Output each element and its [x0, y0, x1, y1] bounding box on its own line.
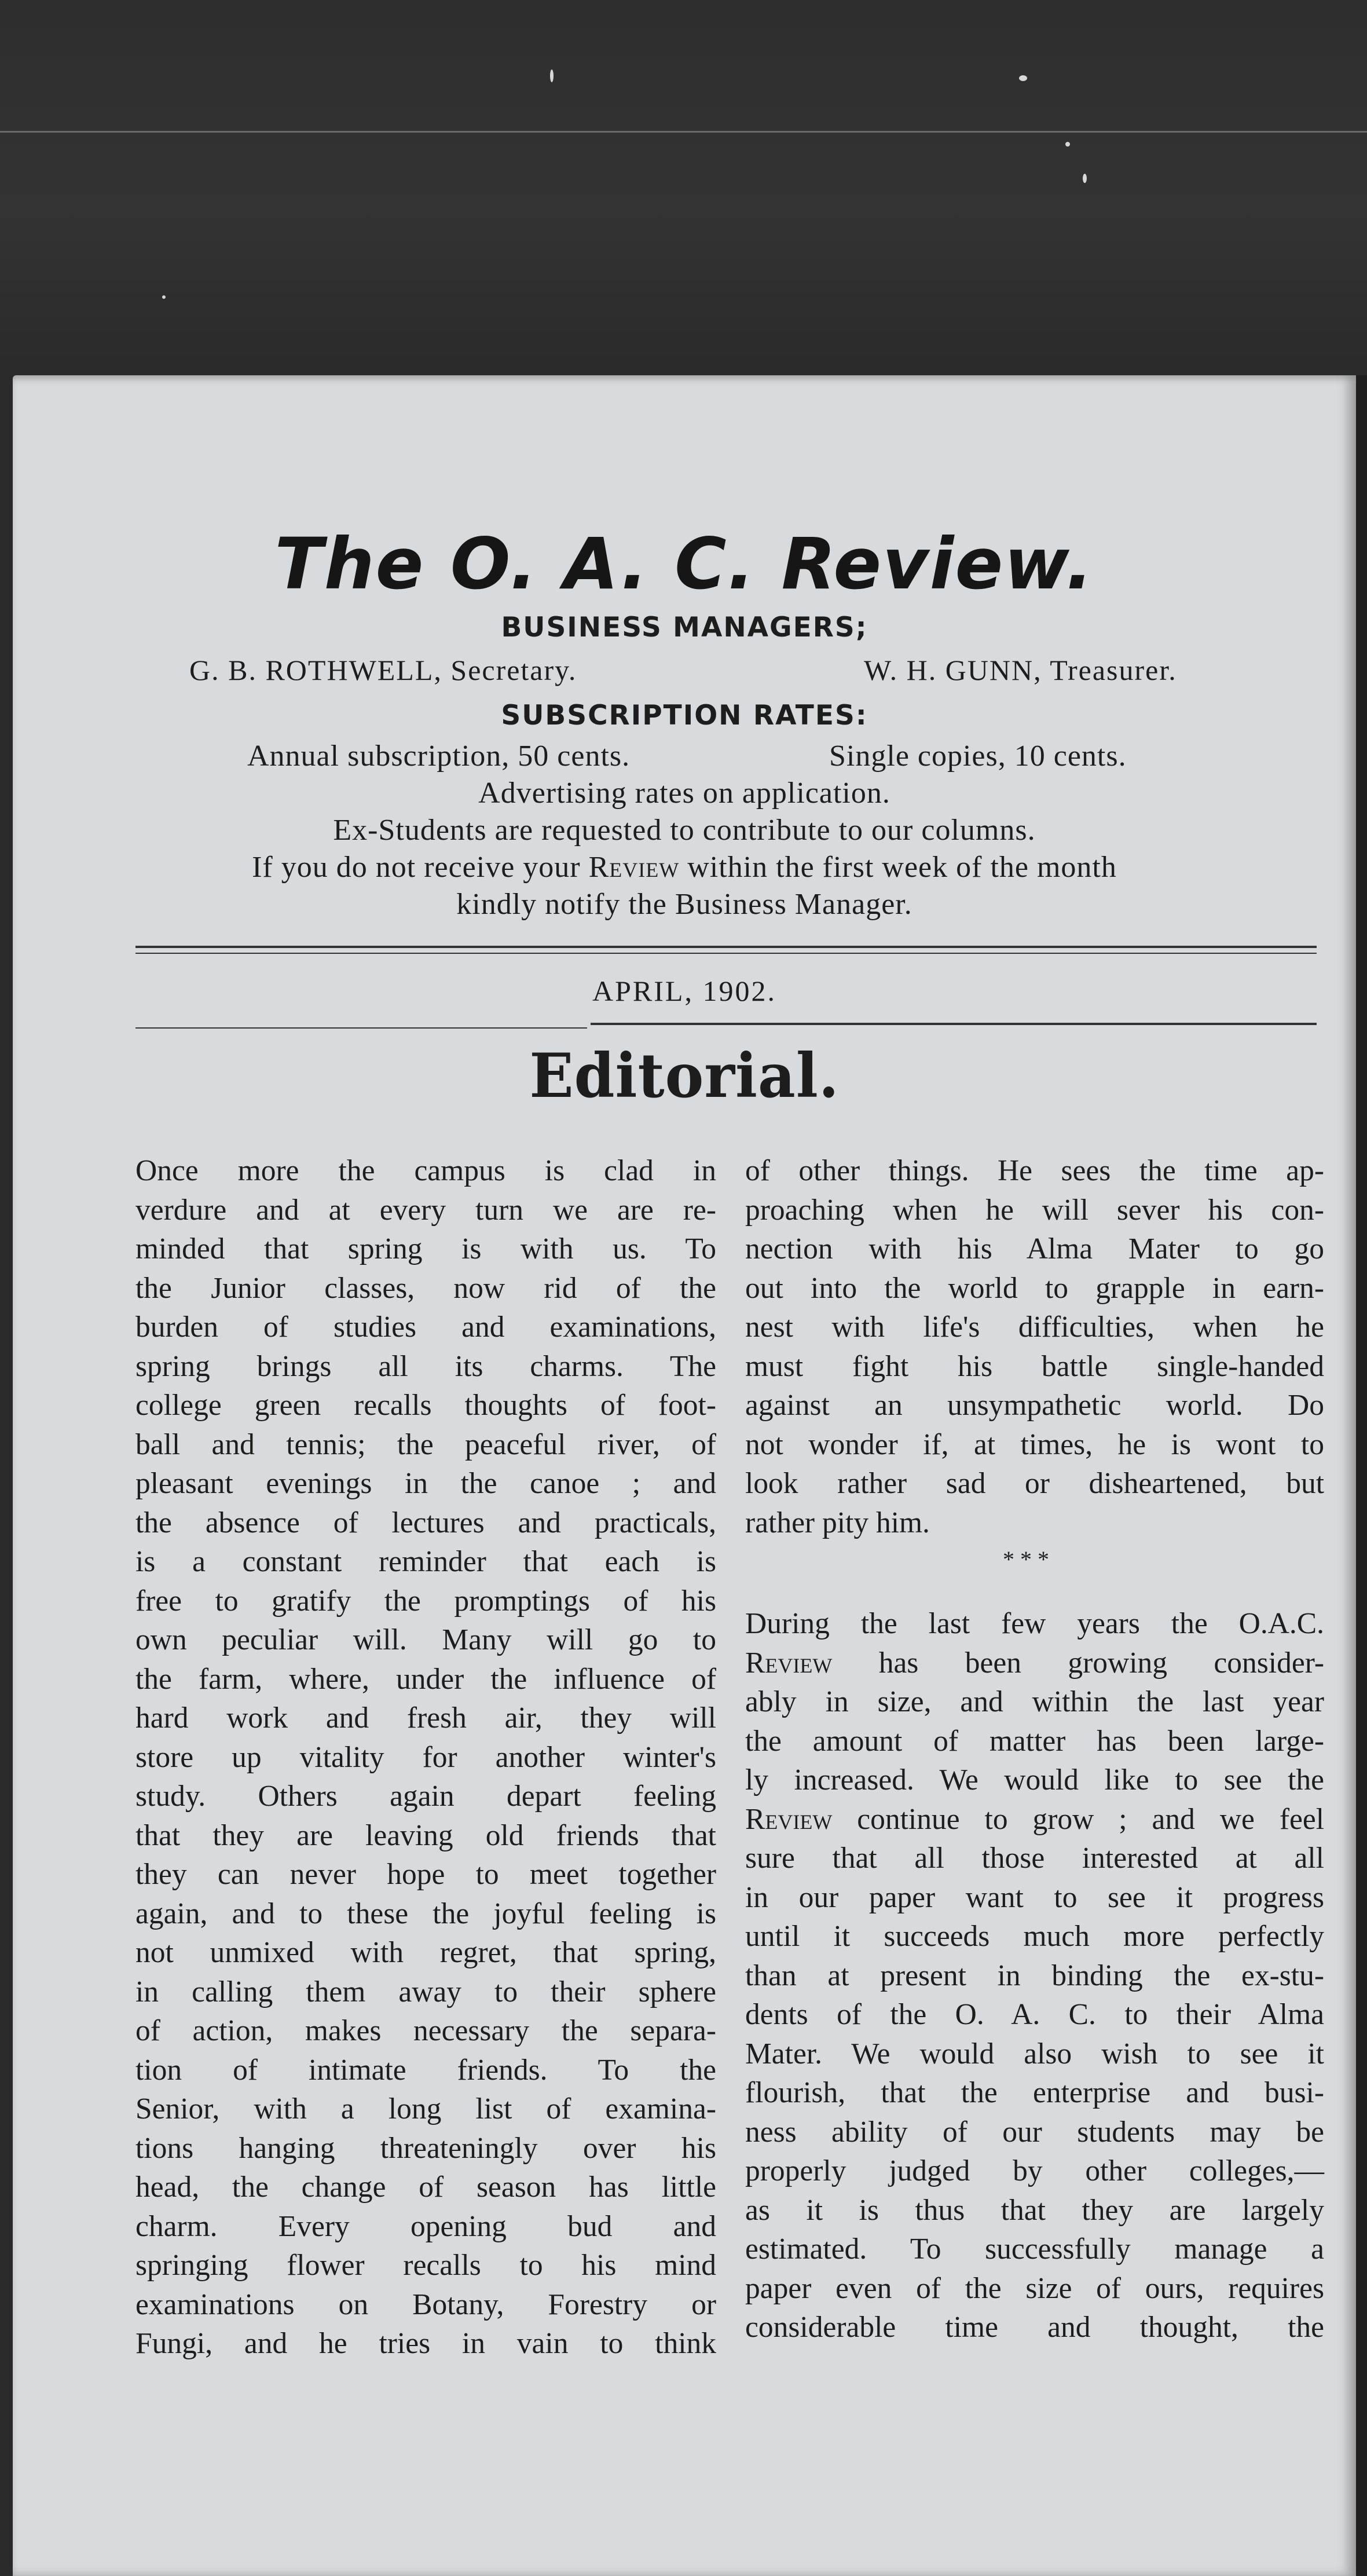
column-line: they can never hope to meet together	[135, 1858, 716, 1891]
column-line: again, and to these the joyful feeling is	[135, 1897, 716, 1930]
column-line-review: Review continue to grow ; and we feel	[745, 1802, 1324, 1836]
advertising-rates: Advertising rates on application.	[478, 777, 890, 810]
column-line: verdure and at every turn we are re-	[135, 1193, 716, 1227]
column-line: charm. Every opening bud and	[135, 2209, 716, 2243]
delivery-notice-line1	[13, 850, 1356, 884]
dust-speck	[1065, 142, 1070, 147]
column-line: Once more the campus is clad in	[135, 1154, 716, 1187]
scan-edge-line	[0, 131, 1367, 133]
notice-text: If you do not receive your	[252, 851, 581, 884]
column-line: the amount of matter has been large-	[745, 1724, 1324, 1758]
column-line: Senior, with a long list of examina-	[135, 2092, 716, 2125]
column-line: free to gratify the promptings of his	[135, 1584, 716, 1618]
delivery-notice-line2: kindly notify the Business Manager.	[456, 888, 912, 921]
column-line: not wonder if, at times, he is wont to	[745, 1428, 1324, 1461]
column-line: Mater. We would also wish to see it	[745, 2037, 1324, 2070]
editorial-right-column-part1	[745, 1151, 1324, 1542]
annual-subscription: Annual subscription, 50 cents.	[247, 740, 631, 773]
column-line: spring brings all its charms. The	[135, 1349, 716, 1383]
column-line: nest with life's difficulties, when he	[745, 1311, 1324, 1344]
business-managers-heading: BUSINESS MANAGERS;	[501, 612, 868, 643]
column-line: Fungi, and he tries in vain to think	[135, 2327, 716, 2360]
column-line: the Junior classes, now rid of the	[135, 1271, 716, 1305]
date-rule-right	[591, 1023, 1317, 1025]
treasurer-line: W. H. GUNN, Treasurer.	[864, 654, 1177, 686]
column-line: in calling them away to their sphere	[135, 1975, 716, 2008]
column-line: college green recalls thoughts of foot-	[135, 1389, 716, 1422]
column-line: nection with his Alma Mater to go	[745, 1232, 1324, 1265]
column-line: dents of the O. A. C. to their Alma	[745, 1998, 1324, 2031]
column-line: is a constant reminder that each is	[135, 1545, 716, 1578]
column-line: minded that spring is with us. To	[135, 1232, 716, 1265]
column-line: study. Others again depart feeling	[135, 1780, 716, 1813]
column-line: considerable time and thought, the	[745, 2311, 1324, 2344]
column-line: own peculiar will. Many will go to	[135, 1623, 716, 1656]
column-line: look rather sad or disheartened, but	[745, 1467, 1324, 1500]
column-line: not unmixed with regret, that spring,	[135, 1936, 716, 1969]
column-line: ness ability of our students may be	[745, 2115, 1324, 2149]
dust-speck	[1083, 174, 1087, 183]
masthead-title: The O. A. C. Review.	[274, 523, 1094, 605]
scan-right-margin	[1354, 375, 1367, 2576]
column-line: than at present in binding the ex-stu-	[745, 1959, 1324, 1992]
column-line: paper even of the size of ours, requires	[745, 2271, 1324, 2305]
dust-speck	[1019, 75, 1027, 81]
column-line: out into the world to grapple in earn-	[745, 1271, 1324, 1305]
column-line: springing flower recalls to his mind	[135, 2249, 716, 2282]
column-line: of other things. He sees the time ap-	[745, 1154, 1324, 1187]
column-line: until it succeeds much more perfectly	[745, 1920, 1324, 1953]
column-line: tion of intimate friends. To the	[135, 2053, 716, 2087]
dust-speck	[162, 295, 166, 299]
editorial-right-column-part2	[745, 1604, 1324, 2347]
column-line: properly judged by other colleges,—	[745, 2154, 1324, 2187]
section-separator: * * *	[1003, 1546, 1049, 1572]
column-line: burden of studies and examinations,	[135, 1311, 716, 1344]
column-line: rather pity him.	[745, 1506, 930, 1539]
newspaper-page	[13, 375, 1356, 2576]
column-line: During the last few years the O.A.C.	[745, 1607, 1324, 1640]
date-rule-left	[135, 1027, 587, 1029]
review-name: Review	[588, 851, 680, 884]
dust-speck	[550, 69, 554, 82]
notice-text: within the first week of the month	[687, 851, 1117, 884]
column-line: estimated. To successfully manage a	[745, 2233, 1324, 2266]
column-line: hard work and fresh air, they will	[135, 1702, 716, 1735]
column-line: store up vitality for another winter's	[135, 1740, 716, 1774]
secretary-line: G. B. ROTHWELL, Secretary.	[189, 654, 577, 686]
column-line: examinations on Botany, Forestry or	[135, 2288, 716, 2321]
scan-background	[0, 0, 1367, 382]
column-line: ly increased. We would like to see the	[745, 1763, 1324, 1796]
column-line: pleasant evenings in the canoe ; and	[135, 1467, 716, 1500]
subscription-rates-heading: SUBSCRIPTION RATES:	[501, 700, 868, 731]
ex-students-notice: Ex-Students are requested to contribute to our columns.	[333, 814, 1036, 847]
double-rule-bottom	[135, 953, 1317, 954]
column-line: of action, makes necessary the separa-	[135, 2014, 716, 2047]
column-line: flourish, that the enterprise and busi-	[745, 2076, 1324, 2109]
column-line: as it is thus that they are largely	[745, 2193, 1324, 2227]
column-line: ball and tennis; the peaceful river, of	[135, 1428, 716, 1461]
editorial-left-column	[135, 1151, 716, 2363]
column-line: proaching when he will sever his con-	[745, 1193, 1324, 1227]
column-line: the absence of lectures and practicals,	[135, 1506, 716, 1539]
column-line: against an unsympathetic world. Do	[745, 1389, 1324, 1422]
editorial-heading: Editorial.	[529, 1040, 840, 1111]
column-line-review: Review has been growing consider-	[745, 1646, 1324, 1679]
column-line: ably in size, and within the last year	[745, 1685, 1324, 1718]
column-line: that they are leaving old friends that	[135, 1818, 716, 1852]
column-line: must fight his battle single-handed	[745, 1349, 1324, 1383]
single-copies: Single copies, 10 cents.	[829, 740, 1127, 773]
scan-left-margin	[0, 375, 13, 2576]
column-line: the farm, where, under the influence of	[135, 1662, 716, 1696]
issue-date: APRIL, 1902.	[592, 975, 776, 1007]
column-line: sure that all those interested at all	[745, 1842, 1324, 1875]
double-rule-top	[135, 946, 1317, 948]
column-line: tions hanging threateningly over his	[135, 2131, 716, 2165]
column-line: in our paper want to see it progress	[745, 1880, 1324, 1914]
column-line: head, the change of season has little	[135, 2171, 716, 2204]
